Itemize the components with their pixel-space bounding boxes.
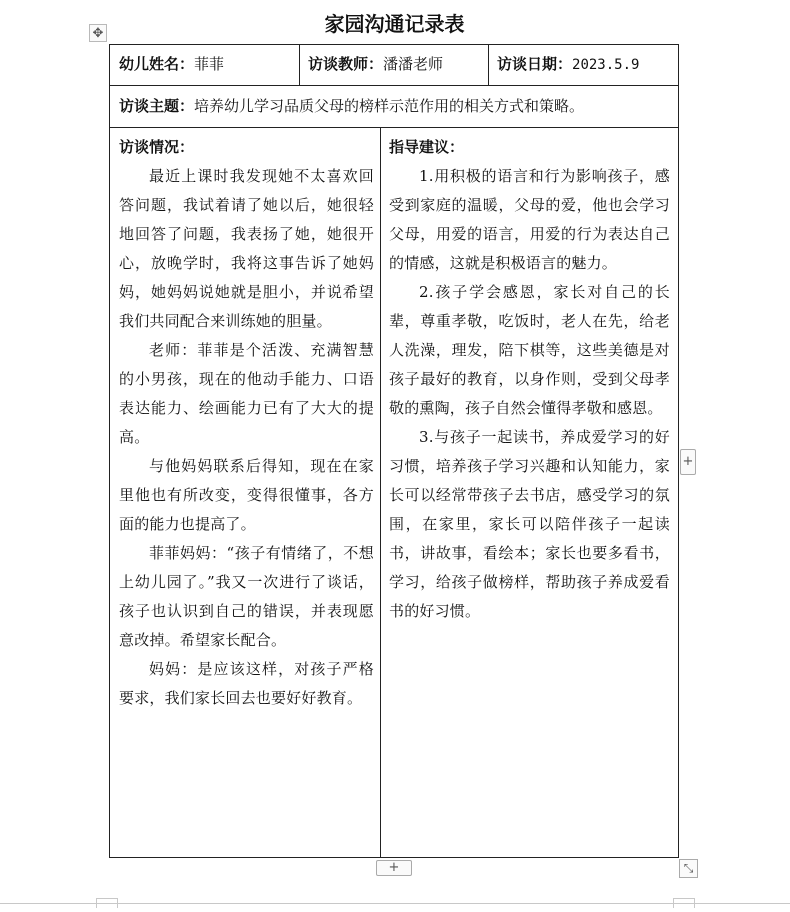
table-move-icon[interactable]: ✥ (89, 24, 107, 42)
situation-paragraph: 菲菲妈妈：“孩子有情绪了，不想上幼儿园了。”我又一次进行了谈话，孩子也认识到自己的错误，并表现愿意改掉。希望家长配合。 (119, 544, 374, 649)
advice-heading: 指导建议： (389, 138, 465, 156)
add-column-button[interactable]: + (680, 449, 696, 475)
situation-paragraph: 与他妈妈联系后得知，现在在家里他也有所改变，变得很懂事，各方面的能力也提高了。 (119, 457, 374, 533)
child-name-value: 菲菲 (194, 55, 225, 73)
situation-cell[interactable] (110, 128, 381, 857)
situation-paragraph: 最近上课时我发现她不太喜欢回答问题，我试着请了她以后，她很轻地回答了问题，我表扬了她，她很开心，放晚学时，我将这事告诉了她妈妈，她妈妈说她就是胆小，并说希望我们共同配合来训练她的胆量。 (119, 167, 374, 330)
topic-cell[interactable] (110, 85, 678, 128)
child-name-label: 幼儿姓名： (119, 55, 195, 73)
advice-paragraph: 2.孩子学会感恩，家长对自己的长辈，尊重孝敬，吃饭时，老人在先，给老人洗澡，理发，陪下棋等，这些美德是对孩子最好的教育，以身作则，受到父母孝敬的熏陶，孩子自然会懂得孝敬和感恩。 (389, 283, 670, 417)
date-cell[interactable] (489, 45, 678, 85)
situation-paragraph: 妈妈：是应该这样，对孩子严格要求，我们家长回去也要好好教育。 (119, 660, 374, 707)
ruler-marker (673, 898, 695, 908)
table-row-info (110, 45, 678, 86)
topic-label: 访谈主题： (119, 97, 195, 115)
date-label: 访谈日期： (497, 55, 573, 73)
page-ruler-line (0, 903, 790, 904)
table-resize-icon[interactable]: ⤡ (679, 859, 698, 878)
add-row-button[interactable]: + (376, 860, 412, 876)
page-title: 家园沟通记录表 (324, 12, 465, 36)
ruler-marker (96, 898, 118, 908)
teacher-cell[interactable] (300, 45, 489, 85)
teacher-value: 潘潘老师 (383, 55, 444, 73)
advice-paragraph: 3.与孩子一起读书，养成爱学习的好习惯，培养孩子学习兴趣和认知能力，家长可以经常带孩子去书店，感受学习的氛围，在家里，家长可以陪伴孩子一起读书，讲故事，看绘本；家长也要多看书，学习，给孩子做榜样，帮助孩子养成爱看书的好习惯。 (389, 428, 670, 620)
record-table (109, 44, 679, 858)
advice-cell[interactable] (381, 128, 678, 857)
advice-paragraph: 1.用积极的语言和行为影响孩子，感受到家庭的温暖，父母的爱，他也会学习父母，用爱的语言，用爱的行为表达自己的情感，这就是积极语言的魅力。 (389, 167, 670, 272)
topic-value: 培养幼儿学习品质父母的榜样示范作用的相关方式和策略。 (194, 97, 585, 115)
date-value: 2023.5.9 (572, 57, 640, 73)
child-name-cell[interactable] (110, 45, 300, 85)
teacher-label: 访谈教师： (308, 55, 384, 73)
situation-paragraph: 老师：菲菲是个活泼、充满智慧的小男孩，现在的他动手能力、口语表达能力、绘画能力已有了大大的提高。 (119, 341, 374, 446)
situation-heading: 访谈情况： (119, 138, 195, 156)
